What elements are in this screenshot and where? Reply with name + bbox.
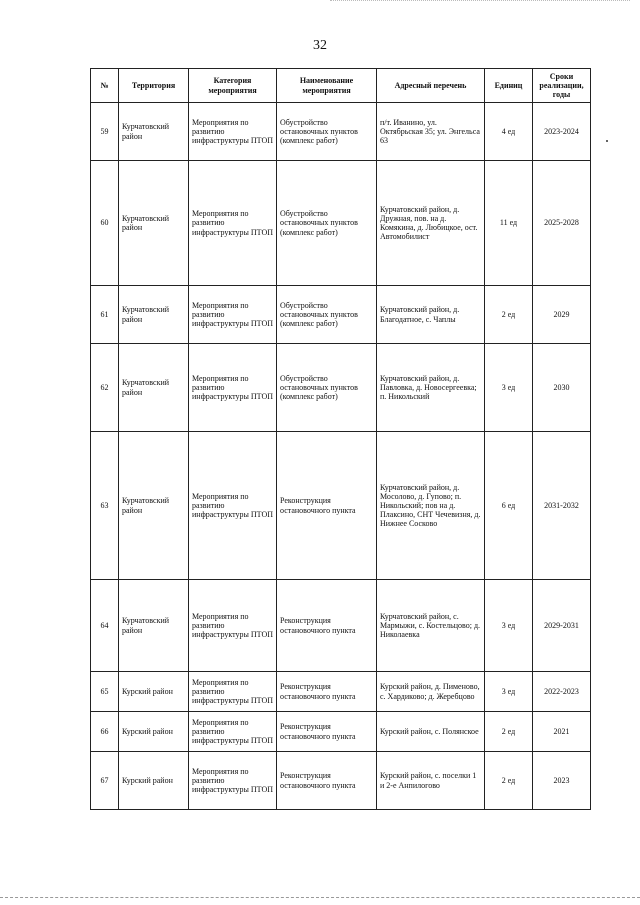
table-row xyxy=(91,286,591,344)
cell-territory: Курчатовский район xyxy=(119,286,189,344)
cell-territory: Курчатовский район xyxy=(119,580,189,672)
cell-units: 2 ед xyxy=(485,712,533,752)
table-row xyxy=(91,432,591,580)
header-units: Единиц xyxy=(485,69,533,103)
cell-units: 11 ед xyxy=(485,161,533,286)
table-row xyxy=(91,752,591,810)
cell-num: 65 xyxy=(91,672,119,712)
cell-num: 61 xyxy=(91,286,119,344)
cell-category: Мероприятия по развитию инфраструктуры ПТОП xyxy=(189,432,277,580)
cell-name: Реконструкция остановочного пункта xyxy=(277,712,377,752)
cell-years: 2029-2031 xyxy=(533,580,591,672)
cell-addresses: п/т. Иванино, ул. Октябрьская 35; ул. Энгельса 63 xyxy=(377,103,485,161)
events-table xyxy=(90,68,591,810)
cell-category: Мероприятия по развитию инфраструктуры ПТОП xyxy=(189,672,277,712)
cell-addresses: Курский район, д. Пименово, с. Хардиково; д. Жеребцово xyxy=(377,672,485,712)
page-number: 32 xyxy=(313,38,327,53)
cell-years: 2022-2023 xyxy=(533,672,591,712)
cell-category: Мероприятия по развитию инфраструктуры ПТОП xyxy=(189,580,277,672)
cell-name: Обустройство остановочных пунктов (комплекс работ) xyxy=(277,344,377,432)
cell-addresses: Курчатовский район, с. Мармыжи, с. Костельцово; д. Николаевка xyxy=(377,580,485,672)
cell-addresses: Курский район, с. Полянское xyxy=(377,712,485,752)
cell-units: 3 ед xyxy=(485,344,533,432)
header-category: Категория мероприятия xyxy=(189,69,277,103)
cell-years: 2021 xyxy=(533,712,591,752)
cell-name: Реконструкция остановочного пункта xyxy=(277,672,377,712)
cell-num: 66 xyxy=(91,712,119,752)
cell-category: Мероприятия по развитию инфраструктуры ПТОП xyxy=(189,344,277,432)
scan-speck xyxy=(606,140,608,142)
cell-addresses: Курчатовский район, д. Мосолово, д. Гупово; п. Никольский; пов на д. Плаксино, СНТ Чечевизня, д. Нижнее Сосково xyxy=(377,432,485,580)
cell-territory: Курчатовский район xyxy=(119,103,189,161)
table-row xyxy=(91,103,591,161)
cell-name: Обустройство остановочных пунктов (комплекс работ) xyxy=(277,161,377,286)
cell-units: 3 ед xyxy=(485,580,533,672)
cell-num: 67 xyxy=(91,752,119,810)
table-row xyxy=(91,580,591,672)
cell-units: 2 ед xyxy=(485,752,533,810)
table-row xyxy=(91,344,591,432)
cell-num: 63 xyxy=(91,432,119,580)
cell-units: 4 ед xyxy=(485,103,533,161)
cell-years: 2023-2024 xyxy=(533,103,591,161)
cell-addresses: Курчатовский район, д. Благодатное, с. Чаплы xyxy=(377,286,485,344)
cell-units: 6 ед xyxy=(485,432,533,580)
header-territory: Территория xyxy=(119,69,189,103)
cell-category: Мероприятия по развитию инфраструктуры ПТОП xyxy=(189,712,277,752)
cell-territory: Курский район xyxy=(119,672,189,712)
cell-addresses: Курчатовский район, д. Дружная, пов. на д. Комякина, д. Любицкое, ост. Автомобилист xyxy=(377,161,485,286)
cell-units: 2 ед xyxy=(485,286,533,344)
header-name: Наименование мероприятия xyxy=(277,69,377,103)
scan-artifact-top xyxy=(330,0,630,2)
cell-years: 2025-2028 xyxy=(533,161,591,286)
cell-territory: Курчатовский район xyxy=(119,432,189,580)
cell-category: Мероприятия по развитию инфраструктуры ПТОП xyxy=(189,752,277,810)
cell-num: 64 xyxy=(91,580,119,672)
cell-category: Мероприятия по развитию инфраструктуры ПТОП xyxy=(189,103,277,161)
cell-addresses: Курский район, с. поселки 1 и 2-е Анпилогово xyxy=(377,752,485,810)
cell-addresses: Курчатовский район, д. Павловка, д. Новосергеевка; п. Никольский xyxy=(377,344,485,432)
cell-territory: Курчатовский район xyxy=(119,344,189,432)
cell-territory: Курский район xyxy=(119,712,189,752)
cell-years: 2031-2032 xyxy=(533,432,591,580)
cell-units: 3 ед xyxy=(485,672,533,712)
cell-num: 59 xyxy=(91,103,119,161)
header-addresses: Адресный перечень xyxy=(377,69,485,103)
cell-name: Реконструкция остановочного пункта xyxy=(277,752,377,810)
cell-name: Обустройство остановочных пунктов (комплекс работ) xyxy=(277,286,377,344)
cell-name: Обустройство остановочных пунктов (комплекс работ) xyxy=(277,103,377,161)
table-row xyxy=(91,672,591,712)
scan-artifact-bottom xyxy=(0,897,640,900)
header-num: № xyxy=(91,69,119,103)
cell-territory: Курский район xyxy=(119,752,189,810)
cell-category: Мероприятия по развитию инфраструктуры ПТОП xyxy=(189,161,277,286)
cell-years: 2023 xyxy=(533,752,591,810)
cell-num: 60 xyxy=(91,161,119,286)
table-header-row xyxy=(91,69,591,103)
cell-num: 62 xyxy=(91,344,119,432)
header-years: Сроки реализации, годы xyxy=(533,69,591,103)
cell-years: 2029 xyxy=(533,286,591,344)
cell-name: Реконструкция остановочного пункта xyxy=(277,580,377,672)
table-row xyxy=(91,712,591,752)
cell-territory: Курчатовский район xyxy=(119,161,189,286)
table-row xyxy=(91,161,591,286)
cell-category: Мероприятия по развитию инфраструктуры ПТОП xyxy=(189,286,277,344)
cell-name: Реконструкция остановочного пункта xyxy=(277,432,377,580)
cell-years: 2030 xyxy=(533,344,591,432)
